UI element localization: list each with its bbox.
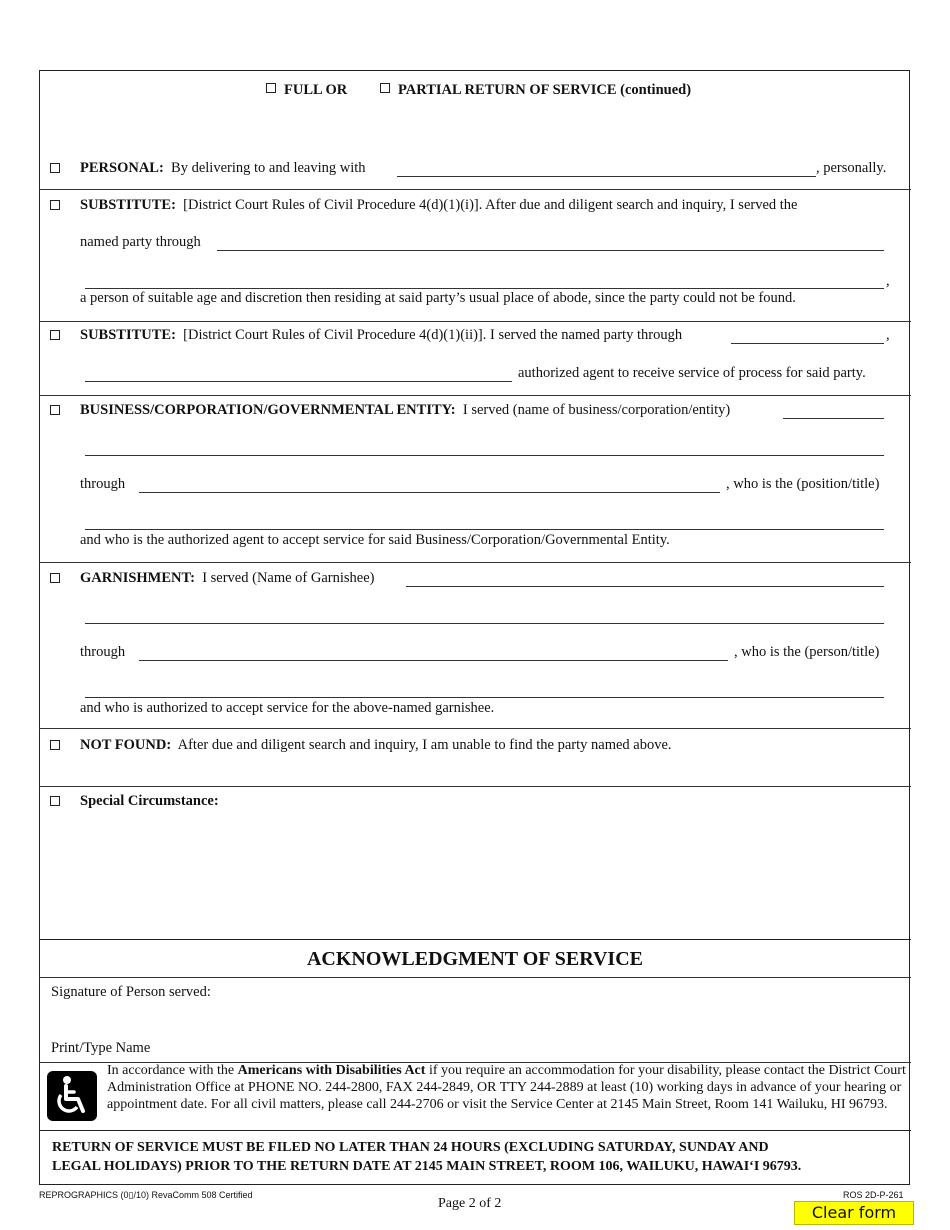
full-return-label: FULL OR xyxy=(284,82,348,98)
divider xyxy=(39,939,911,940)
print-name-field[interactable] xyxy=(165,1038,900,1060)
garnishee-name-field[interactable] xyxy=(406,586,884,587)
divider xyxy=(39,977,911,978)
ada-act: Americans with Disabilities Act xyxy=(237,1063,426,1078)
garnishment-title-suffix: , who is the (person/title) xyxy=(734,644,880,660)
substitute2-row xyxy=(80,326,682,344)
personal-name-field[interactable] xyxy=(397,176,816,177)
divider xyxy=(39,728,911,729)
divider xyxy=(39,786,911,787)
substitute1-comma: , xyxy=(886,273,890,289)
garnishment-through-field[interactable] xyxy=(139,660,728,661)
reprographics-code: REPROGRAPHICS (0▯/10) RevaComm 508 Certified xyxy=(39,1190,253,1200)
substitute1-label: SUBSTITUTE: xyxy=(80,197,176,213)
personal-row xyxy=(80,159,366,177)
substitute1-through-field[interactable] xyxy=(217,250,884,251)
divider xyxy=(39,1130,911,1131)
ada-notice xyxy=(107,1062,907,1113)
garnishment-row xyxy=(80,569,375,587)
substitute1-text: [District Court Rules of Civil Procedure 4(d)(1)(i)]. After due and diligent search and inquiry, I served the xyxy=(183,197,798,213)
acknowledgment-title: ACKNOWLEDGMENT OF SERVICE xyxy=(306,948,643,970)
signature-field[interactable] xyxy=(230,982,900,1004)
divider xyxy=(39,562,911,563)
not-found-text: After due and diligent search and inquiry, I am unable to find the party named above. xyxy=(177,737,672,753)
garnishment-checkbox[interactable] xyxy=(50,573,60,583)
filing-notice-line2: LEGAL HOLIDAYS) PRIOR TO THE RETURN DATE AT 2145 MAIN STREET, ROOM 106, WAILUKU, HAWAI‘I 96793. xyxy=(52,1159,802,1174)
business-checkbox[interactable] xyxy=(50,405,60,415)
business-name-field-2[interactable] xyxy=(85,455,884,456)
personal-text: By delivering to and leaving with xyxy=(171,160,366,176)
business-title-suffix: , who is the (position/title) xyxy=(726,476,880,492)
not-found-row xyxy=(80,736,672,754)
special-circumstance-field[interactable] xyxy=(80,815,890,930)
business-title-field[interactable] xyxy=(85,529,884,530)
not-found-label: NOT FOUND: xyxy=(80,737,172,753)
personal-suffix: , personally. xyxy=(816,160,887,176)
partial-return-checkbox[interactable] xyxy=(380,83,390,93)
business-row xyxy=(80,401,730,419)
personal-label: PERSONAL: xyxy=(80,160,164,176)
substitute2-comma: , xyxy=(886,327,890,343)
clear-form-button[interactable]: Clear form xyxy=(794,1201,914,1225)
business-through-field[interactable] xyxy=(139,492,720,493)
substitute1-line2: named party through xyxy=(80,234,201,250)
divider xyxy=(39,395,911,396)
page-number: Page 2 of 2 xyxy=(438,1196,502,1211)
garnishment-last-line: and who is authorized to accept service for the above-named garnishee. xyxy=(80,700,495,716)
business-through: through xyxy=(80,476,126,492)
substitute2-text: [District Court Rules of Civil Procedure 4(d)(1)(ii)]. I served the named party through xyxy=(183,327,683,343)
garnishment-title-field[interactable] xyxy=(85,697,884,698)
business-last-line: and who is the authorized agent to accept service for said Business/Corporation/Governmental Entity. xyxy=(80,532,670,548)
personal-checkbox[interactable] xyxy=(50,163,60,173)
full-return-checkbox[interactable] xyxy=(266,83,276,93)
substitute2-checkbox[interactable] xyxy=(50,330,60,340)
form-code: ROS 2D-P-261 xyxy=(843,1190,904,1200)
business-text: I served (name of business/corporation/entity) xyxy=(462,402,731,418)
signature-label: Signature of Person served: xyxy=(51,984,211,1000)
substitute2-agent-field[interactable] xyxy=(85,381,512,382)
garnishment-through: through xyxy=(80,644,126,660)
wheelchair-icon xyxy=(47,1071,97,1121)
substitute1-checkbox[interactable] xyxy=(50,200,60,210)
substitute1-row xyxy=(80,196,798,214)
print-name-label: Print/Type Name xyxy=(51,1040,151,1056)
divider xyxy=(39,189,911,190)
substitute2-through-field[interactable] xyxy=(731,343,884,344)
not-found-checkbox[interactable] xyxy=(50,740,60,750)
special-label: Special Circumstance: xyxy=(80,793,219,809)
partial-return-label: PARTIAL RETURN OF SERVICE (continued) xyxy=(398,82,692,98)
garnishment-text: I served (Name of Garnishee) xyxy=(202,570,375,586)
filing-notice-line1: RETURN OF SERVICE MUST BE FILED NO LATER THAN 24 HOURS (EXCLUDING SATURDAY, SUNDAY AND xyxy=(52,1140,769,1155)
divider xyxy=(39,321,911,322)
substitute1-line4: a person of suitable age and discretion then residing at said party’s usual place of abode, since the party could not be found. xyxy=(80,290,796,306)
substitute2-label: SUBSTITUTE: xyxy=(80,327,176,343)
business-name-field[interactable] xyxy=(783,418,884,419)
business-label: BUSINESS/CORPORATION/GOVERNMENTAL ENTITY: xyxy=(80,402,456,418)
garnishee-name-field-2[interactable] xyxy=(85,623,884,624)
ada-post: if you require an accommodation for your disability, please contact the District Court Administration Office at PHONE NO. 244-2800, FAX 244-2849, OR TTY 244-2889 at least (10) working days in advance of your hearing or appointment date. For all civil matters, please call 244-2706 or visit the Service Center at 2145 Main Street, Room 141 Wailuku, HI 96793. xyxy=(107,1063,906,1112)
garnishment-label: GARNISHMENT: xyxy=(80,570,195,586)
ada-pre: In accordance with the xyxy=(107,1063,238,1078)
special-checkbox[interactable] xyxy=(50,796,60,806)
substitute2-line2-suffix: authorized agent to receive service of process for said party. xyxy=(518,365,866,381)
